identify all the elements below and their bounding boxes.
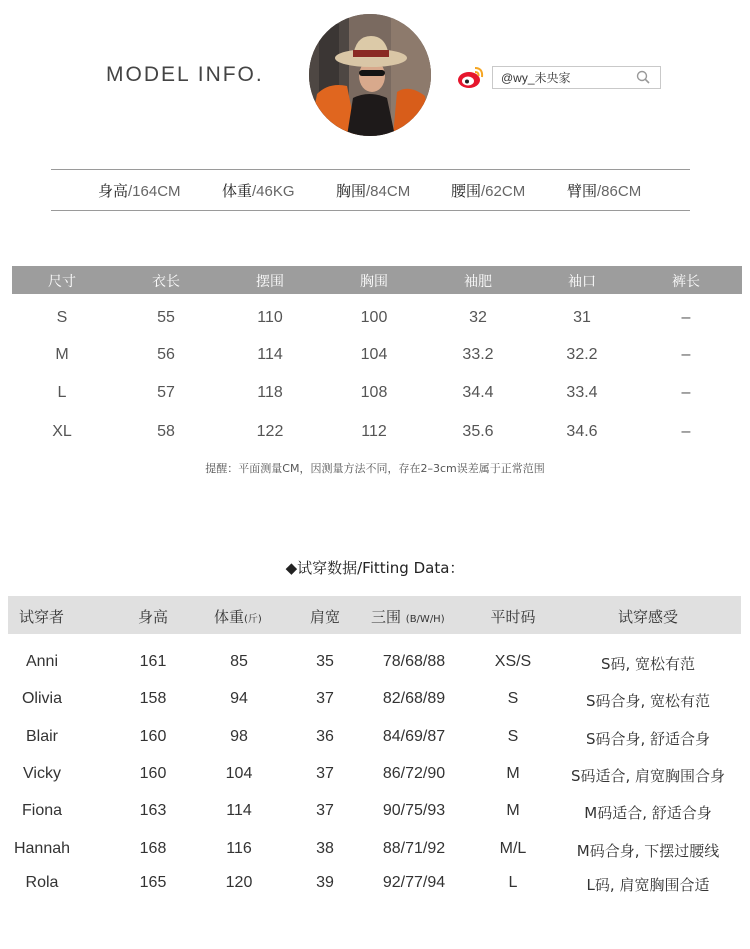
fit-name: Olivia <box>21 690 62 707</box>
fit-name: Vicky <box>23 765 61 782</box>
fit-bwh: 82/68/89 <box>382 690 446 707</box>
size-cell: – <box>681 309 691 326</box>
size-table-row <box>0 346 750 366</box>
fit-size: XS/S <box>494 653 532 670</box>
measurement-note: 提醒：平面测量CM，因测量方法不同，存在2–3cm误差属于正常范围 <box>205 462 545 475</box>
fit-bwh: 78/68/88 <box>382 653 446 670</box>
fitting-header-weight <box>214 606 262 627</box>
fitting-title: ◆试穿数据/Fitting Data： <box>285 559 465 577</box>
fit-weight: 94 <box>230 690 248 707</box>
size-table-header <box>12 266 742 294</box>
size-header-cell: 胸围 <box>360 274 388 290</box>
stat-waist <box>451 180 525 201</box>
measurements-label: 三围 <box>371 608 402 626</box>
size-cell: 35.6 <box>462 423 494 440</box>
fit-bwh: 88/71/92 <box>382 840 446 857</box>
fit-height: 161 <box>139 653 167 670</box>
stat-value: /86CM <box>597 183 642 200</box>
size-cell: 33.4 <box>566 384 598 401</box>
fitting-table-header <box>8 596 741 634</box>
fit-height: 163 <box>139 802 167 819</box>
fit-feeling: S码合身, 宽松有范 <box>585 692 711 710</box>
fit-shoulder: 35 <box>316 653 334 670</box>
size-cell: – <box>681 384 691 401</box>
fit-height: 165 <box>139 874 167 891</box>
size-header-cell: 摆围 <box>256 274 284 290</box>
stat-value: /62CM <box>481 183 526 200</box>
model-stats-bar <box>51 169 690 211</box>
fit-feeling: S码适合, 肩宽胸围合身 <box>570 767 726 785</box>
size-header-cell: 尺寸 <box>48 274 76 290</box>
size-cell: XL <box>52 423 72 440</box>
fit-height: 160 <box>139 728 167 745</box>
fit-size: M/L <box>499 840 527 857</box>
fit-bwh: 90/75/93 <box>382 802 446 819</box>
size-table-row <box>0 309 750 329</box>
size-cell: 110 <box>257 309 283 326</box>
fit-name: Fiona <box>21 802 63 819</box>
fit-size: S <box>507 690 519 707</box>
fitting-header-usual-size: 平时码 <box>490 608 536 626</box>
size-cell: 108 <box>360 384 388 401</box>
fitting-row <box>0 874 750 894</box>
stat-value: /84CM <box>366 183 411 200</box>
stat-label: 体重 <box>222 182 253 200</box>
fitting-header-measurements <box>371 606 445 627</box>
fit-shoulder: 37 <box>316 802 334 819</box>
size-table-row <box>0 423 750 443</box>
fit-weight: 116 <box>226 840 252 857</box>
fit-bwh: 92/77/94 <box>382 874 446 891</box>
fit-bwh: 86/72/90 <box>382 765 446 782</box>
fit-name: Blair <box>25 728 58 745</box>
fit-feeling: M码适合, 舒适合身 <box>584 804 712 822</box>
size-table-row <box>0 384 750 404</box>
fit-weight: 85 <box>230 653 248 670</box>
weight-label: 体重 <box>214 608 245 626</box>
fitting-row <box>0 653 750 673</box>
fitting-row <box>0 690 750 710</box>
fit-shoulder: 37 <box>316 690 334 707</box>
size-cell: 104 <box>360 346 388 363</box>
size-cell: 114 <box>257 346 283 363</box>
fit-size: M <box>506 802 520 819</box>
fit-height: 168 <box>139 840 167 857</box>
size-header-cell: 衣长 <box>152 274 180 290</box>
stat-label: 臂围 <box>567 182 598 200</box>
fit-height: 160 <box>139 765 167 782</box>
measurements-unit: (B/W/H) <box>405 614 445 625</box>
size-cell: 57 <box>157 384 175 401</box>
fit-shoulder: 38 <box>316 840 334 857</box>
fit-name: Rola <box>25 874 59 891</box>
fit-feeling: M码合身, 下摆过腰线 <box>576 842 720 860</box>
fit-size: L <box>508 874 518 891</box>
size-header-cell: 裤长 <box>672 274 700 290</box>
search-icon[interactable] <box>636 70 650 84</box>
fit-shoulder: 39 <box>316 874 334 891</box>
fit-bwh: 84/69/87 <box>382 728 446 745</box>
size-cell: L <box>57 384 67 401</box>
fit-feeling: S码合身, 舒适合身 <box>585 730 711 748</box>
fitting-header-shoulder: 肩宽 <box>309 608 340 626</box>
fit-feeling: S码, 宽松有范 <box>600 655 696 673</box>
fitting-row <box>0 840 750 860</box>
size-cell: 112 <box>361 423 387 440</box>
size-cell: 100 <box>360 309 388 326</box>
model-info-title: MODEL INFO. <box>106 63 264 86</box>
size-cell: – <box>681 423 691 440</box>
size-cell: 32.2 <box>566 346 598 363</box>
fitting-row <box>0 728 750 748</box>
stat-weight <box>222 180 295 201</box>
fit-weight: 120 <box>225 874 253 891</box>
stat-label: 身高 <box>98 182 129 200</box>
fitting-row <box>0 802 750 822</box>
model-photo <box>309 14 431 136</box>
stat-label: 胸围 <box>336 182 367 200</box>
size-cell: S <box>56 309 68 326</box>
fit-feeling: L码, 肩宽胸围合适 <box>586 876 710 894</box>
stat-label: 腰围 <box>451 182 482 200</box>
size-cell: 32 <box>469 309 487 326</box>
stat-value: /164CM <box>128 183 181 200</box>
size-cell: 122 <box>256 423 284 440</box>
model-avatar <box>309 14 431 136</box>
size-cell: 31 <box>573 309 591 326</box>
fitting-row <box>0 765 750 785</box>
size-cell: M <box>55 346 69 363</box>
size-cell: 118 <box>257 384 283 401</box>
size-header-cell: 袖口 <box>568 274 596 290</box>
stat-bust <box>336 180 410 201</box>
fit-weight: 104 <box>225 765 253 782</box>
stat-height <box>98 180 181 201</box>
fitting-header-height: 身高 <box>137 608 168 626</box>
size-cell: 55 <box>157 309 175 326</box>
stat-arm <box>567 180 641 201</box>
fit-size: M <box>506 765 520 782</box>
stat-value: /46KG <box>252 183 295 200</box>
fit-name: Anni <box>25 653 59 670</box>
weibo-icon[interactable] <box>457 64 485 90</box>
fit-size: S <box>507 728 519 745</box>
size-cell: – <box>681 346 691 363</box>
fit-height: 158 <box>139 690 167 707</box>
size-cell: 34.6 <box>566 423 598 440</box>
size-cell: 33.2 <box>462 346 494 363</box>
fit-name: Hannah <box>13 840 71 857</box>
size-cell: 34.4 <box>462 384 494 401</box>
fit-shoulder: 36 <box>316 728 334 745</box>
fit-weight: 114 <box>226 802 252 819</box>
size-cell: 58 <box>157 423 175 440</box>
fitting-header-tester: 试穿者 <box>19 608 65 626</box>
fit-shoulder: 37 <box>316 765 334 782</box>
weight-unit: (斤) <box>244 614 262 625</box>
size-cell: 56 <box>157 346 175 363</box>
size-header-cell: 袖肥 <box>464 274 492 290</box>
fit-weight: 98 <box>230 728 248 745</box>
fitting-header-feeling: 试穿感受 <box>617 608 678 626</box>
